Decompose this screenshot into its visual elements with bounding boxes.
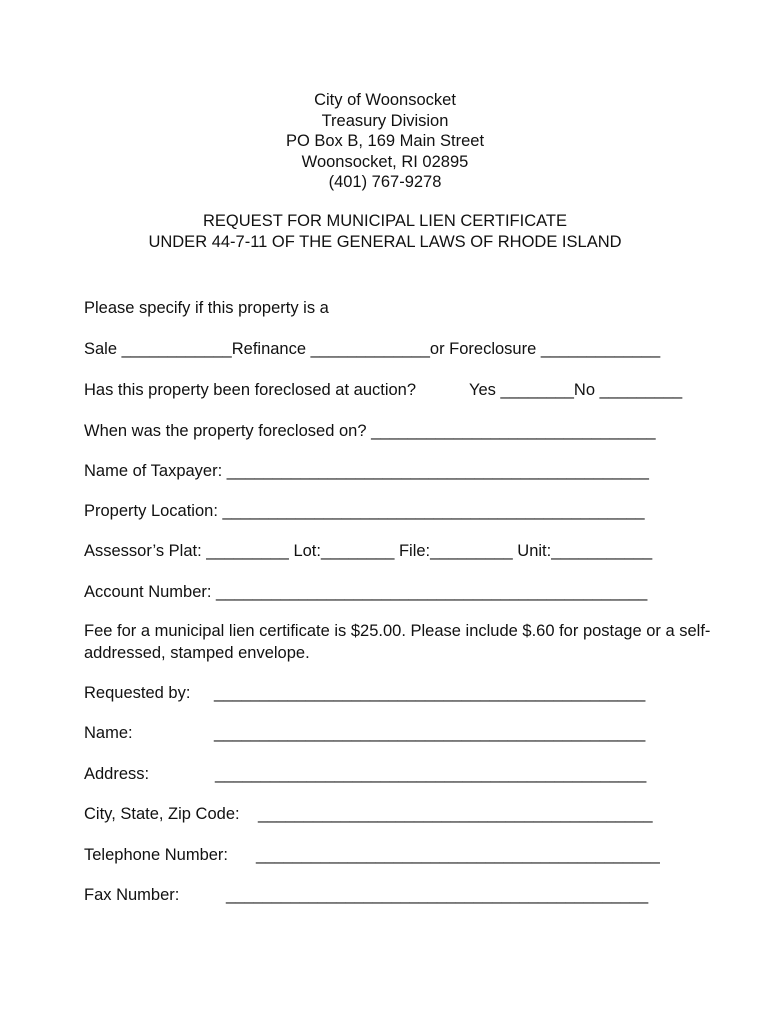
form-title-line-1: REQUEST FOR MUNICIPAL LIEN CERTIFICATE — [203, 212, 567, 230]
requested-by-label: Requested by: — [84, 684, 191, 702]
telephone-field[interactable]: ____________________________________________ — [256, 846, 660, 864]
city-state-zip-label: City, State, Zip Code: — [84, 805, 240, 823]
name-label: Name: — [84, 724, 133, 742]
treasury-address-header — [0, 90, 770, 193]
city-state-zip: Woonsocket, RI 02895 — [301, 152, 469, 171]
taxpayer-name-field[interactable]: Name of Taxpayer: ______________________________________________ — [84, 462, 649, 480]
phone-number: (401) 767-9278 — [328, 173, 442, 191]
account-number-field[interactable]: Account Number: _______________________________________________ — [84, 583, 648, 601]
telephone-label: Telephone Number: — [84, 846, 229, 864]
foreclosed-on-date-field[interactable]: When was the property foreclosed on? _______________________________ — [84, 422, 656, 440]
city-state-zip-field[interactable]: ___________________________________________ — [258, 805, 653, 823]
yes-no-blanks[interactable]: Yes ________No _________ — [469, 381, 683, 399]
form-title — [0, 211, 770, 252]
property-location-field[interactable]: Property Location: ______________________________________________ — [84, 502, 645, 520]
division-name: Treasury Division — [321, 111, 449, 130]
address-label: Address: — [84, 765, 150, 783]
requested-by-field[interactable]: _______________________________________________ — [214, 684, 646, 702]
city-name: City of Woonsocket — [314, 91, 456, 109]
fax-label: Fax Number: — [84, 886, 180, 904]
form-title-line-2: UNDER 44-7-11 OF THE GENERAL LAWS OF RHODE ISLAND — [148, 232, 622, 251]
fee-notice: Fee for a municipal lien certificate is $25.00. Please include $.60 for postage or a self-addressed, stamped envelope. — [84, 622, 711, 662]
address-field[interactable]: _______________________________________________ — [215, 765, 647, 783]
fax-field[interactable]: ______________________________________________ — [226, 886, 649, 904]
specify-property-prompt: Please specify if this property is a — [84, 299, 329, 317]
sale-refinance-foreclosure-row[interactable]: Sale ____________Refinance _____________or Foreclosure _____________ — [84, 340, 661, 358]
street-address: PO Box B, 169 Main Street — [285, 132, 485, 150]
name-field[interactable]: _______________________________________________ — [214, 724, 646, 742]
foreclosed-at-auction-question: Has this property been foreclosed at auction? — [84, 381, 417, 399]
plat-lot-file-unit-row[interactable]: Assessor’s Plat: _________ Lot:________ File:_________ Unit:___________ — [84, 542, 653, 560]
